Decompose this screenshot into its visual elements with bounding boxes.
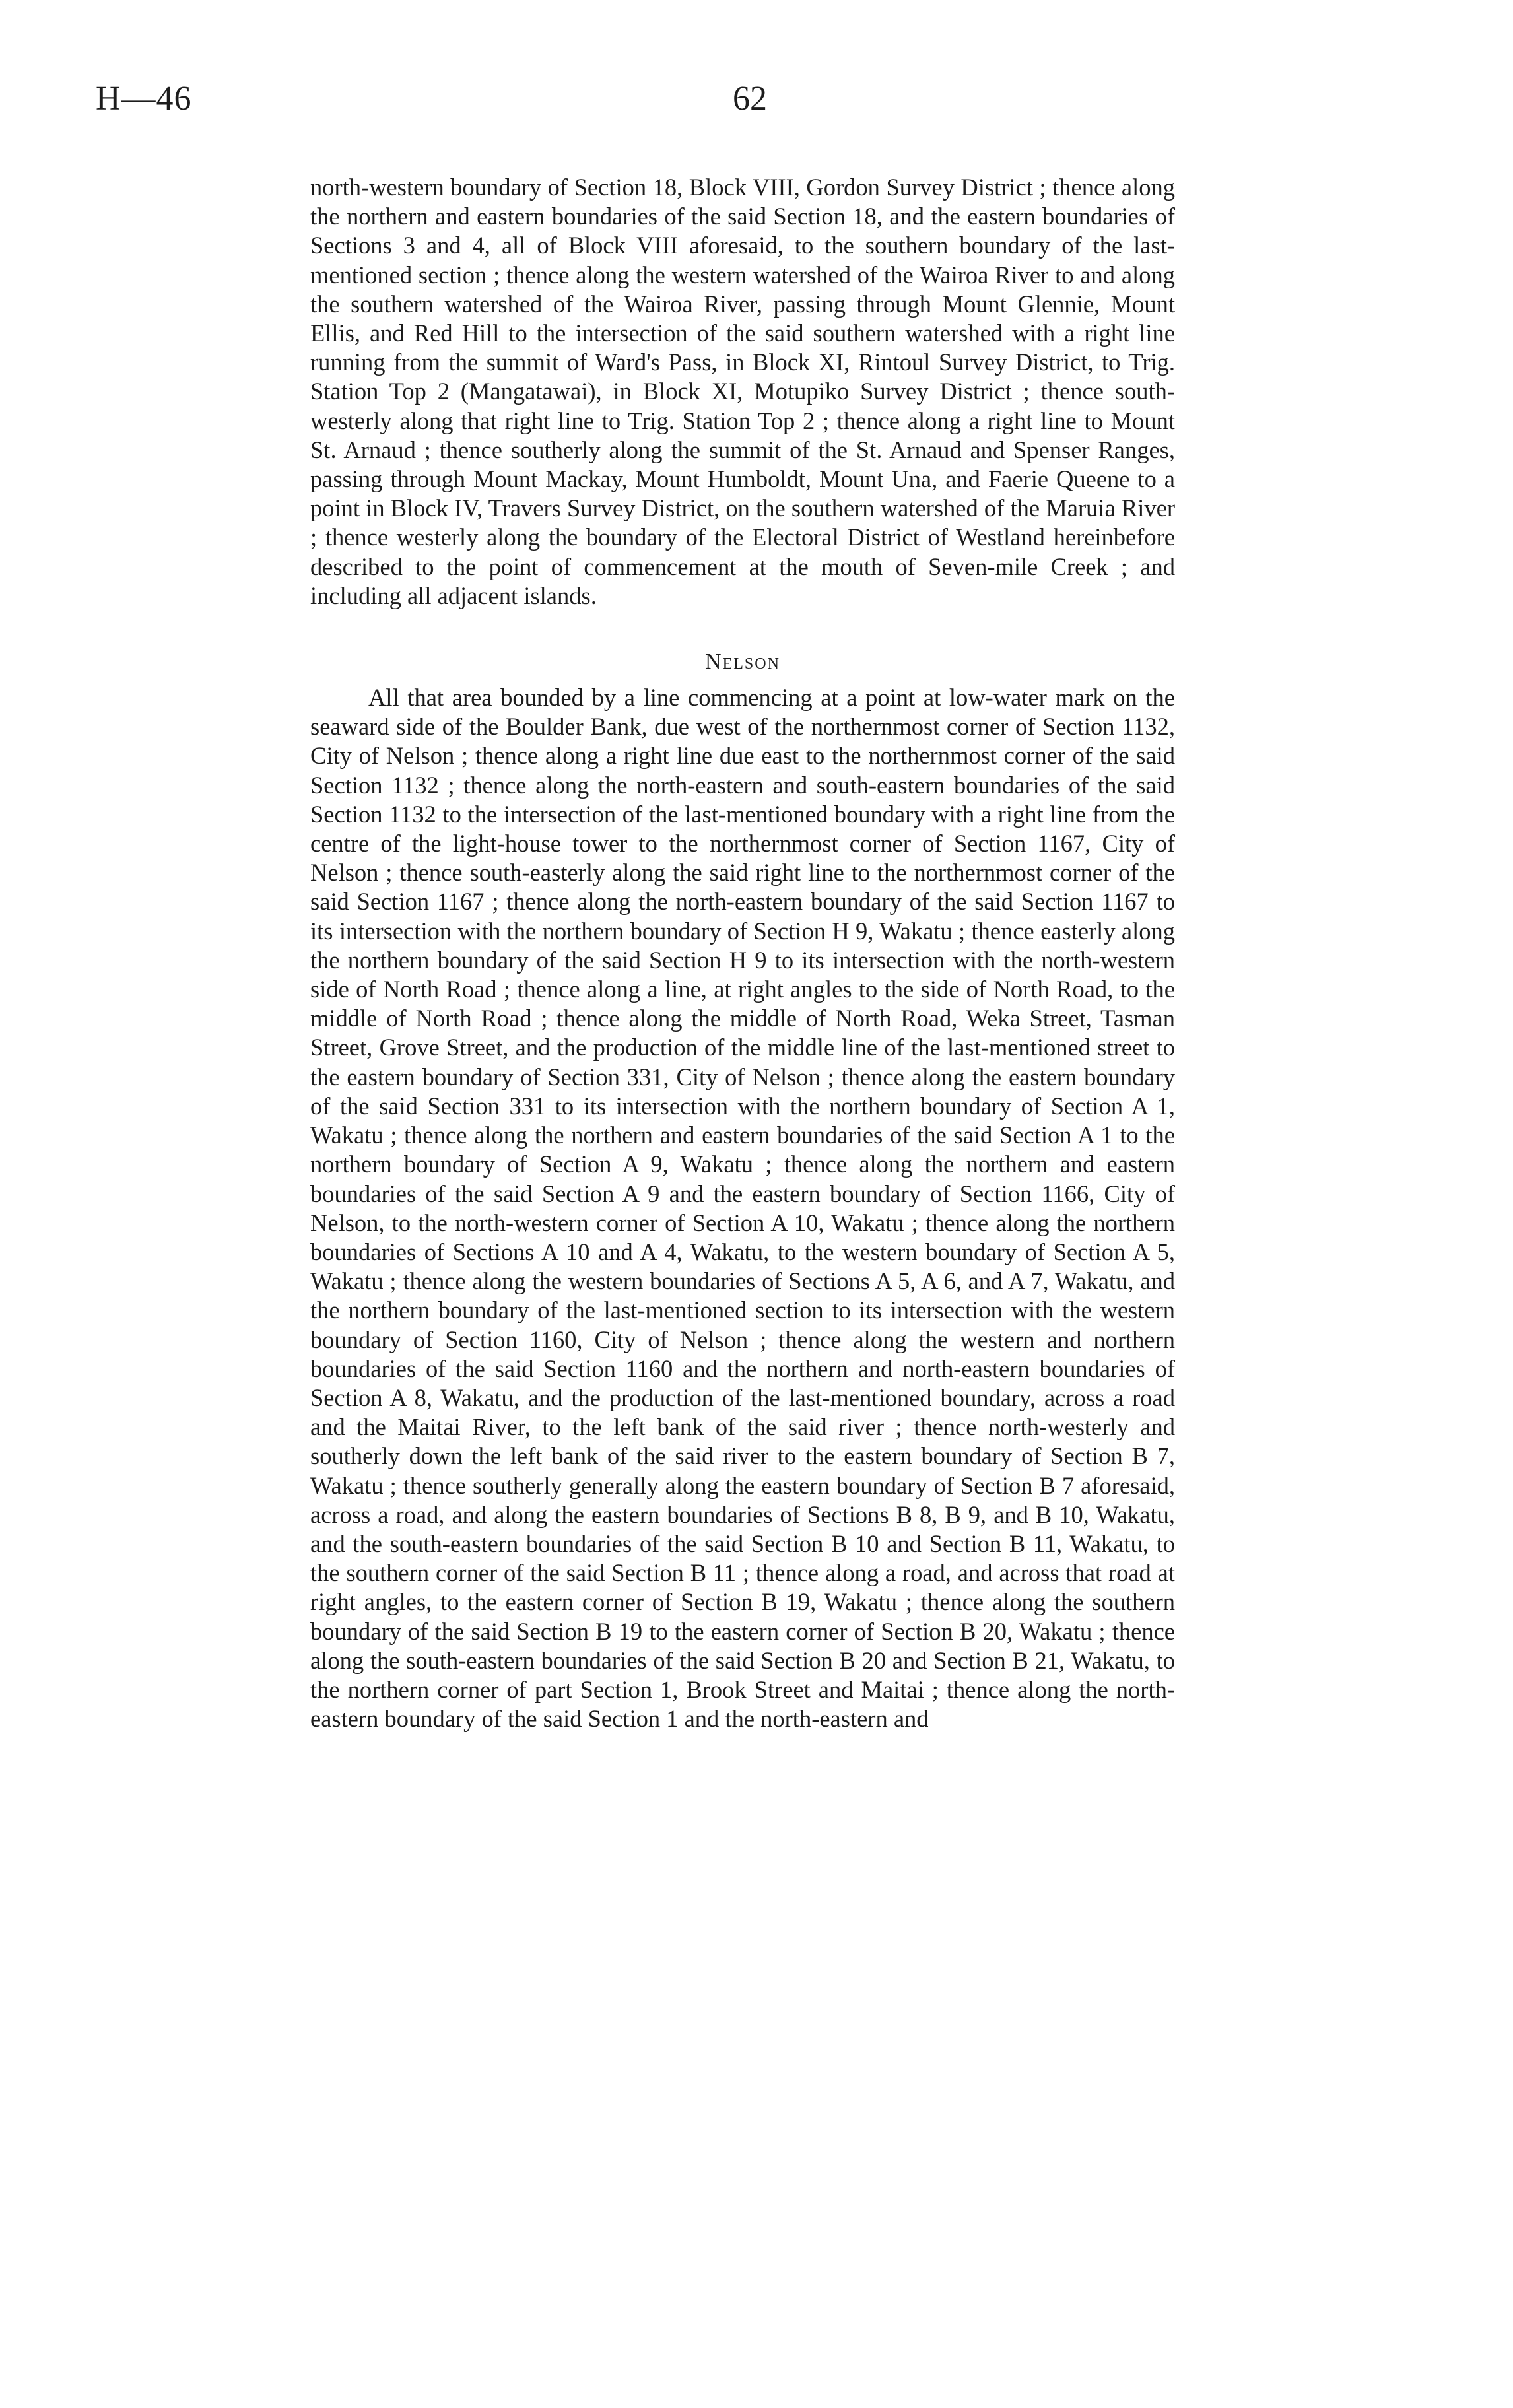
boundary-paragraph-continued: north-western boundary of Section 18, Block VIII, Gordon Survey District ; thence along the northern and eastern boundaries of the said Section 18, and the eastern boundaries of Sections 3 and 4, all of Block VIII aforesaid, to the southern boundary of the last-mentioned section ; thence along the western watershed of the Wairoa River to and along the southern watershed of the Wairoa River, passing through Mount Glennie, Mount Ellis, and Red Hill to the intersection of the said southern watershed with a right line running from the summit of Ward's Pass, in Block XI, Rintoul Survey District, to Trig. Station Top 2 (Mangatawai), in Block XI, Motupiko Survey District ; thence south-westerly along that right line to Trig. Station Top 2 ; thence along a right line to Mount St. Arnaud ; thence southerly along the summit of the St. Arnaud and Spenser Ranges, passing through Mount Mackay, Mount Humboldt, Mount Una, and Faerie Queene to a point in Block IV, Travers Survey District, on the southern watershed of the Maruia River ; thence westerly along the boundary of the Electoral District of Westland hereinbefore described to the point of commencement at the mouth of Seven-mile Creek ; and including all adjacent islands. [310, 174, 1175, 609]
page-number: 62 [733, 80, 767, 117]
section-heading-nelson: Nelson [705, 650, 780, 675]
page-header [0, 79, 1513, 132]
document-reference: H—46 [96, 80, 192, 117]
boundary-paragraph-nelson: All that area bounded by a line commencing at a point at low-water mark on the seaward side of the Boulder Bank, due west of the northernmost corner of Section 1132, City of Nelson ; thence along a right line due east to the northernmost corner of the said Section 1132 ; thence along the north-eastern and south-eastern boundaries of the said Section 1132 to the intersection of the last-mentioned boundary with a right line from the centre of the light-house tower to the northernmost corner of Section 1167, City of Nelson ; thence south-easterly along the said right line to the northernmost corner of the said Section 1167 ; thence along the north-eastern boundary of the said Section 1167 to its intersection with the northern boundary of Section H 9, Wakatu ; thence easterly along the northern boundary of the said Section H 9 to its intersection with the north-western side of North Road ; thence along a line, at right angles to the side of North Road, to the middle of North Road ; thence along the middle of North Road, Weka Street, Tasman Street, Grove Street, and the production of the middle line of the last-mentioned street to the eastern boundary of Section 331, City of Nelson ; thence along the eastern boundary of the said Section 331 to its intersection with the northern boundary of Section A 1, Wakatu ; thence along the northern and eastern boundaries of the said Section A 1 to the northern boundary of Section A 9, Wakatu ; thence along the northern and eastern boundaries of the said Section A 9 and the eastern boundary of Section 1166, City of Nelson, to the north-western corner of Section A 10, Wakatu ; thence along the northern boundaries of Sections A 10 and A 4, Wakatu, to the western boundary of Section A 5, Wakatu ; thence along the western boundaries of Sections A 5, A 6, and A 7, Wakatu, and the northern boundary of the last-mentioned section to its intersection with the western boundary of Section 1160, City of Nelson ; thence along the western and northern boundaries of the said Section 1160 and the northern and north-eastern boundaries of Section A 8, Wakatu, and the production of the last-mentioned boundary, across a road and the Maitai River, to the left bank of the said river ; thence north-westerly and southerly down the left bank of the said river to the eastern boundary of Section B 7, Wakatu ; thence southerly generally along the eastern boundary of Section B 7 aforesaid, across a road, and along the eastern boundaries of Sections B 8, B 9, and B 10, Wakatu, and the south-eastern boundaries of the said Section B 10 and Section B 11, Wakatu, to the southern corner of the said Section B 11 ; thence along a road, and across that road at right angles, to the eastern corner of Section B 19, Wakatu ; thence along the southern boundary of the said Section B 19 to the eastern corner of Section B 20, Wakatu ; thence along the south-eastern boundaries of the said Section B 20 and Section B 21, Wakatu, to the northern corner of part Section 1, Brook Street and Maitai ; thence along the north-eastern boundary of the said Section 1 and the north-eastern and [310, 684, 1175, 1733]
page-body [310, 173, 1175, 1733]
